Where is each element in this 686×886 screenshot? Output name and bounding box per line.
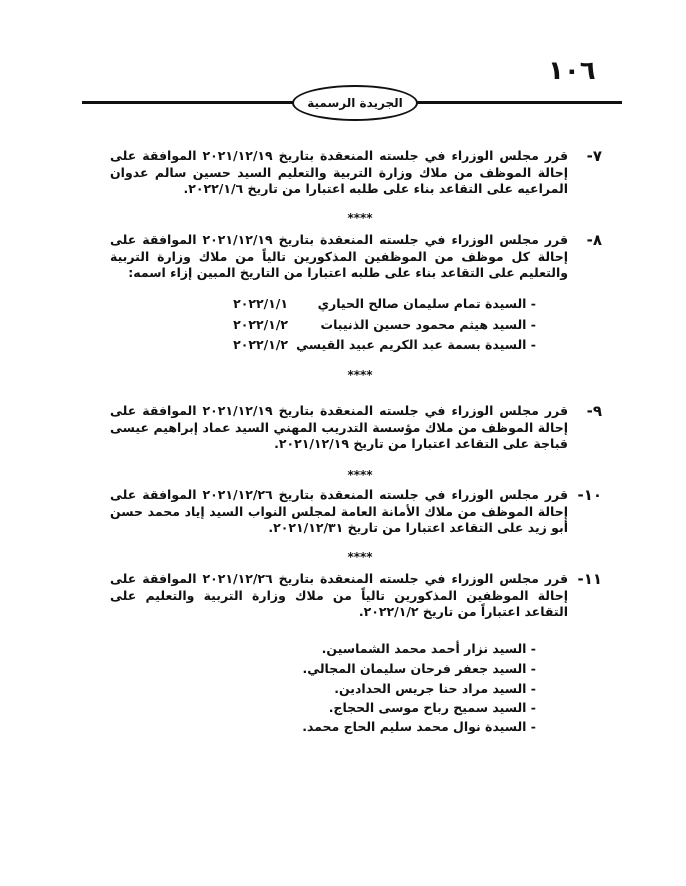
item-text: قرر مجلس الوزراء في جلسته المنعقدة بتاريخ ٢٠٢١/١٢/١٩ الموافقة على إحالة الموظف من ملاك وزارة التربية والتعليم السيد حسين سالم عدوان المراعيه على التقاعد بناء على طلبه اعتبارا من تاريخ ٢٠٢٢/١/٦.	[110, 148, 569, 196]
decision-item-11	[110, 570, 602, 621]
item-number: ٩-	[586, 402, 602, 420]
item-number: ٨-	[586, 231, 602, 249]
separator: ****	[347, 550, 373, 564]
item-text: قرر مجلس الوزراء في جلسته المنعقدة بتاريخ ٢٠٢١/١٢/٢٦ الموافقة على إحالة الموظف من ملاك الأمانة العامة لمجلس النواب السيد إياد محمد حسن أبو زيد على التقاعد اعتبارا من تاريخ ٢٠٢١/١٢/٣١.	[110, 487, 569, 535]
retirement-date: ٢٠٢٢/١/٢	[233, 317, 288, 332]
person-name: - السيدة بسمة عبد الكريم عبيد القيسي	[296, 337, 536, 352]
page-number: ١٠٦	[548, 56, 596, 86]
separator: ****	[347, 211, 373, 225]
person-name: - السيد هيثم محمود حسين الذنيبات	[320, 317, 536, 332]
separator: ****	[347, 468, 373, 482]
item-text: قرر مجلس الوزراء في جلسته المنعقدة بتاريخ ٢٠٢١/١٢/١٩ الموافقة على إحالة كل موظف من الموظفين المذكورين تالياً من ملاك وزارة التربية والتعليم على التقاعد بناء على طلبه اعتبارا من التاريخ المبين إزاء اسمه:	[110, 232, 569, 280]
list-item: - السيد مراد حنا جريس الحدادين.	[334, 681, 536, 696]
item-number: ٧-	[586, 147, 602, 165]
decision-item-7	[110, 147, 602, 198]
item-text: قرر مجلس الوزراء في جلسته المنعقدة بتاريخ ٢٠٢١/١٢/١٩ الموافقة على إحالة الموظف من ملاك مؤسسة التدريب المهني السيد عماد إبراهيم عيسى قباجة على التقاعد اعتبارا من تاريخ ٢٠٢١/١٢/١٩.	[110, 403, 569, 451]
list-item: - السيد جعفر فرحان سليمان المجالي.	[302, 661, 536, 676]
decision-item-9	[110, 402, 602, 453]
list-item: - السيد نزار أحمد محمد الشماسين.	[321, 641, 536, 656]
item-text: قرر مجلس الوزراء في جلسته المنعقدة بتاريخ ٢٠٢١/١٢/٢٦ الموافقة على إحالة الموظفين المذكورين تالياً من ملاك وزارة التربية والتعليم على التقاعد اعتباراً من تاريخ ٢٠٢٢/١/٢.	[110, 571, 569, 619]
list-item: - السيدة نوال محمد سليم الحاج محمد.	[302, 719, 536, 734]
item-number: ١٠-	[577, 486, 602, 504]
decision-item-10	[110, 486, 602, 537]
person-name: - السيدة تمام سليمان صالح الحياري	[317, 296, 536, 311]
list-item: - السيد سميح رباح موسى الحجاج.	[328, 700, 536, 715]
retirement-date: ٢٠٢٢/١/٢	[233, 337, 288, 352]
header-title: الجريدة الرسمية	[292, 85, 418, 121]
separator: ****	[347, 368, 373, 382]
item-number: ١١-	[577, 570, 602, 588]
retirement-date: ٢٠٢٢/١/١	[233, 296, 288, 311]
decision-item-8	[110, 231, 602, 282]
